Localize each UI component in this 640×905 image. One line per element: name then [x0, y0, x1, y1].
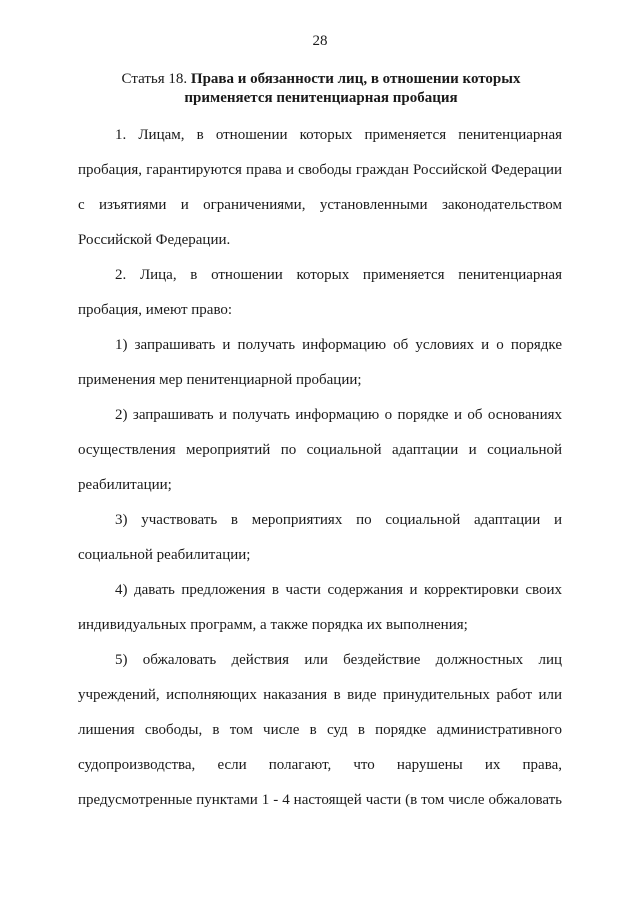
- article-heading-prefix: Статья 18.: [121, 71, 188, 87]
- article-heading-title: Права и обязанности лиц, в отношении которых применяется пенитенциарная пробация: [184, 71, 521, 106]
- text-line-9: 2) запрашивать и получать информацию о порядке и об основаниях: [115, 407, 562, 423]
- text-line-7: 1) запрашивать и получать информацию об условиях и о порядке: [115, 337, 562, 353]
- text-line-15: индивидуальных программ, а также порядка их выполнения;: [78, 617, 468, 633]
- text-line-19: судопроизводства, если полагают, что нарушены их права,: [78, 757, 562, 773]
- text-line-11: реабилитации;: [78, 477, 172, 493]
- text-line-10: осуществления мероприятий по социальной адаптации и социальной: [78, 442, 562, 458]
- text-line-8: применения мер пенитенциарной пробации;: [78, 372, 362, 388]
- text-line-14: 4) давать предложения в части содержания и корректировки своих: [115, 582, 562, 598]
- text-line-13: социальной реабилитации;: [78, 547, 251, 563]
- text-line-12: 3) участвовать в мероприятиях по социальной адаптации и: [115, 512, 562, 528]
- article-heading: [78, 70, 564, 108]
- text-line-17: учреждений, исполняющих наказания в виде принудительных работ или: [78, 687, 562, 703]
- page-number: 28: [312, 33, 328, 49]
- text-line-20: предусмотренные пунктами 1 - 4 настоящей части (в том числе обжаловать: [78, 792, 562, 808]
- text-line-6: пробация, имеют право:: [78, 302, 233, 318]
- text-line-1: 1. Лицам, в отношении которых применяется пенитенциарная: [115, 127, 562, 143]
- text-line-4: Российской Федерации.: [78, 232, 231, 248]
- text-line-16: 5) обжаловать действия или бездействие должностных лиц: [115, 652, 562, 668]
- text-line-18: лишения свободы, в том числе в суд в порядке административного: [78, 722, 562, 738]
- text-line-2: пробация, гарантируются права и свободы граждан Российской Федерации: [78, 162, 562, 178]
- text-line-5: 2. Лица, в отношении которых применяется пенитенциарная: [115, 267, 562, 283]
- text-line-3: с изъятиями и ограничениями, установленными законодательством: [78, 197, 562, 213]
